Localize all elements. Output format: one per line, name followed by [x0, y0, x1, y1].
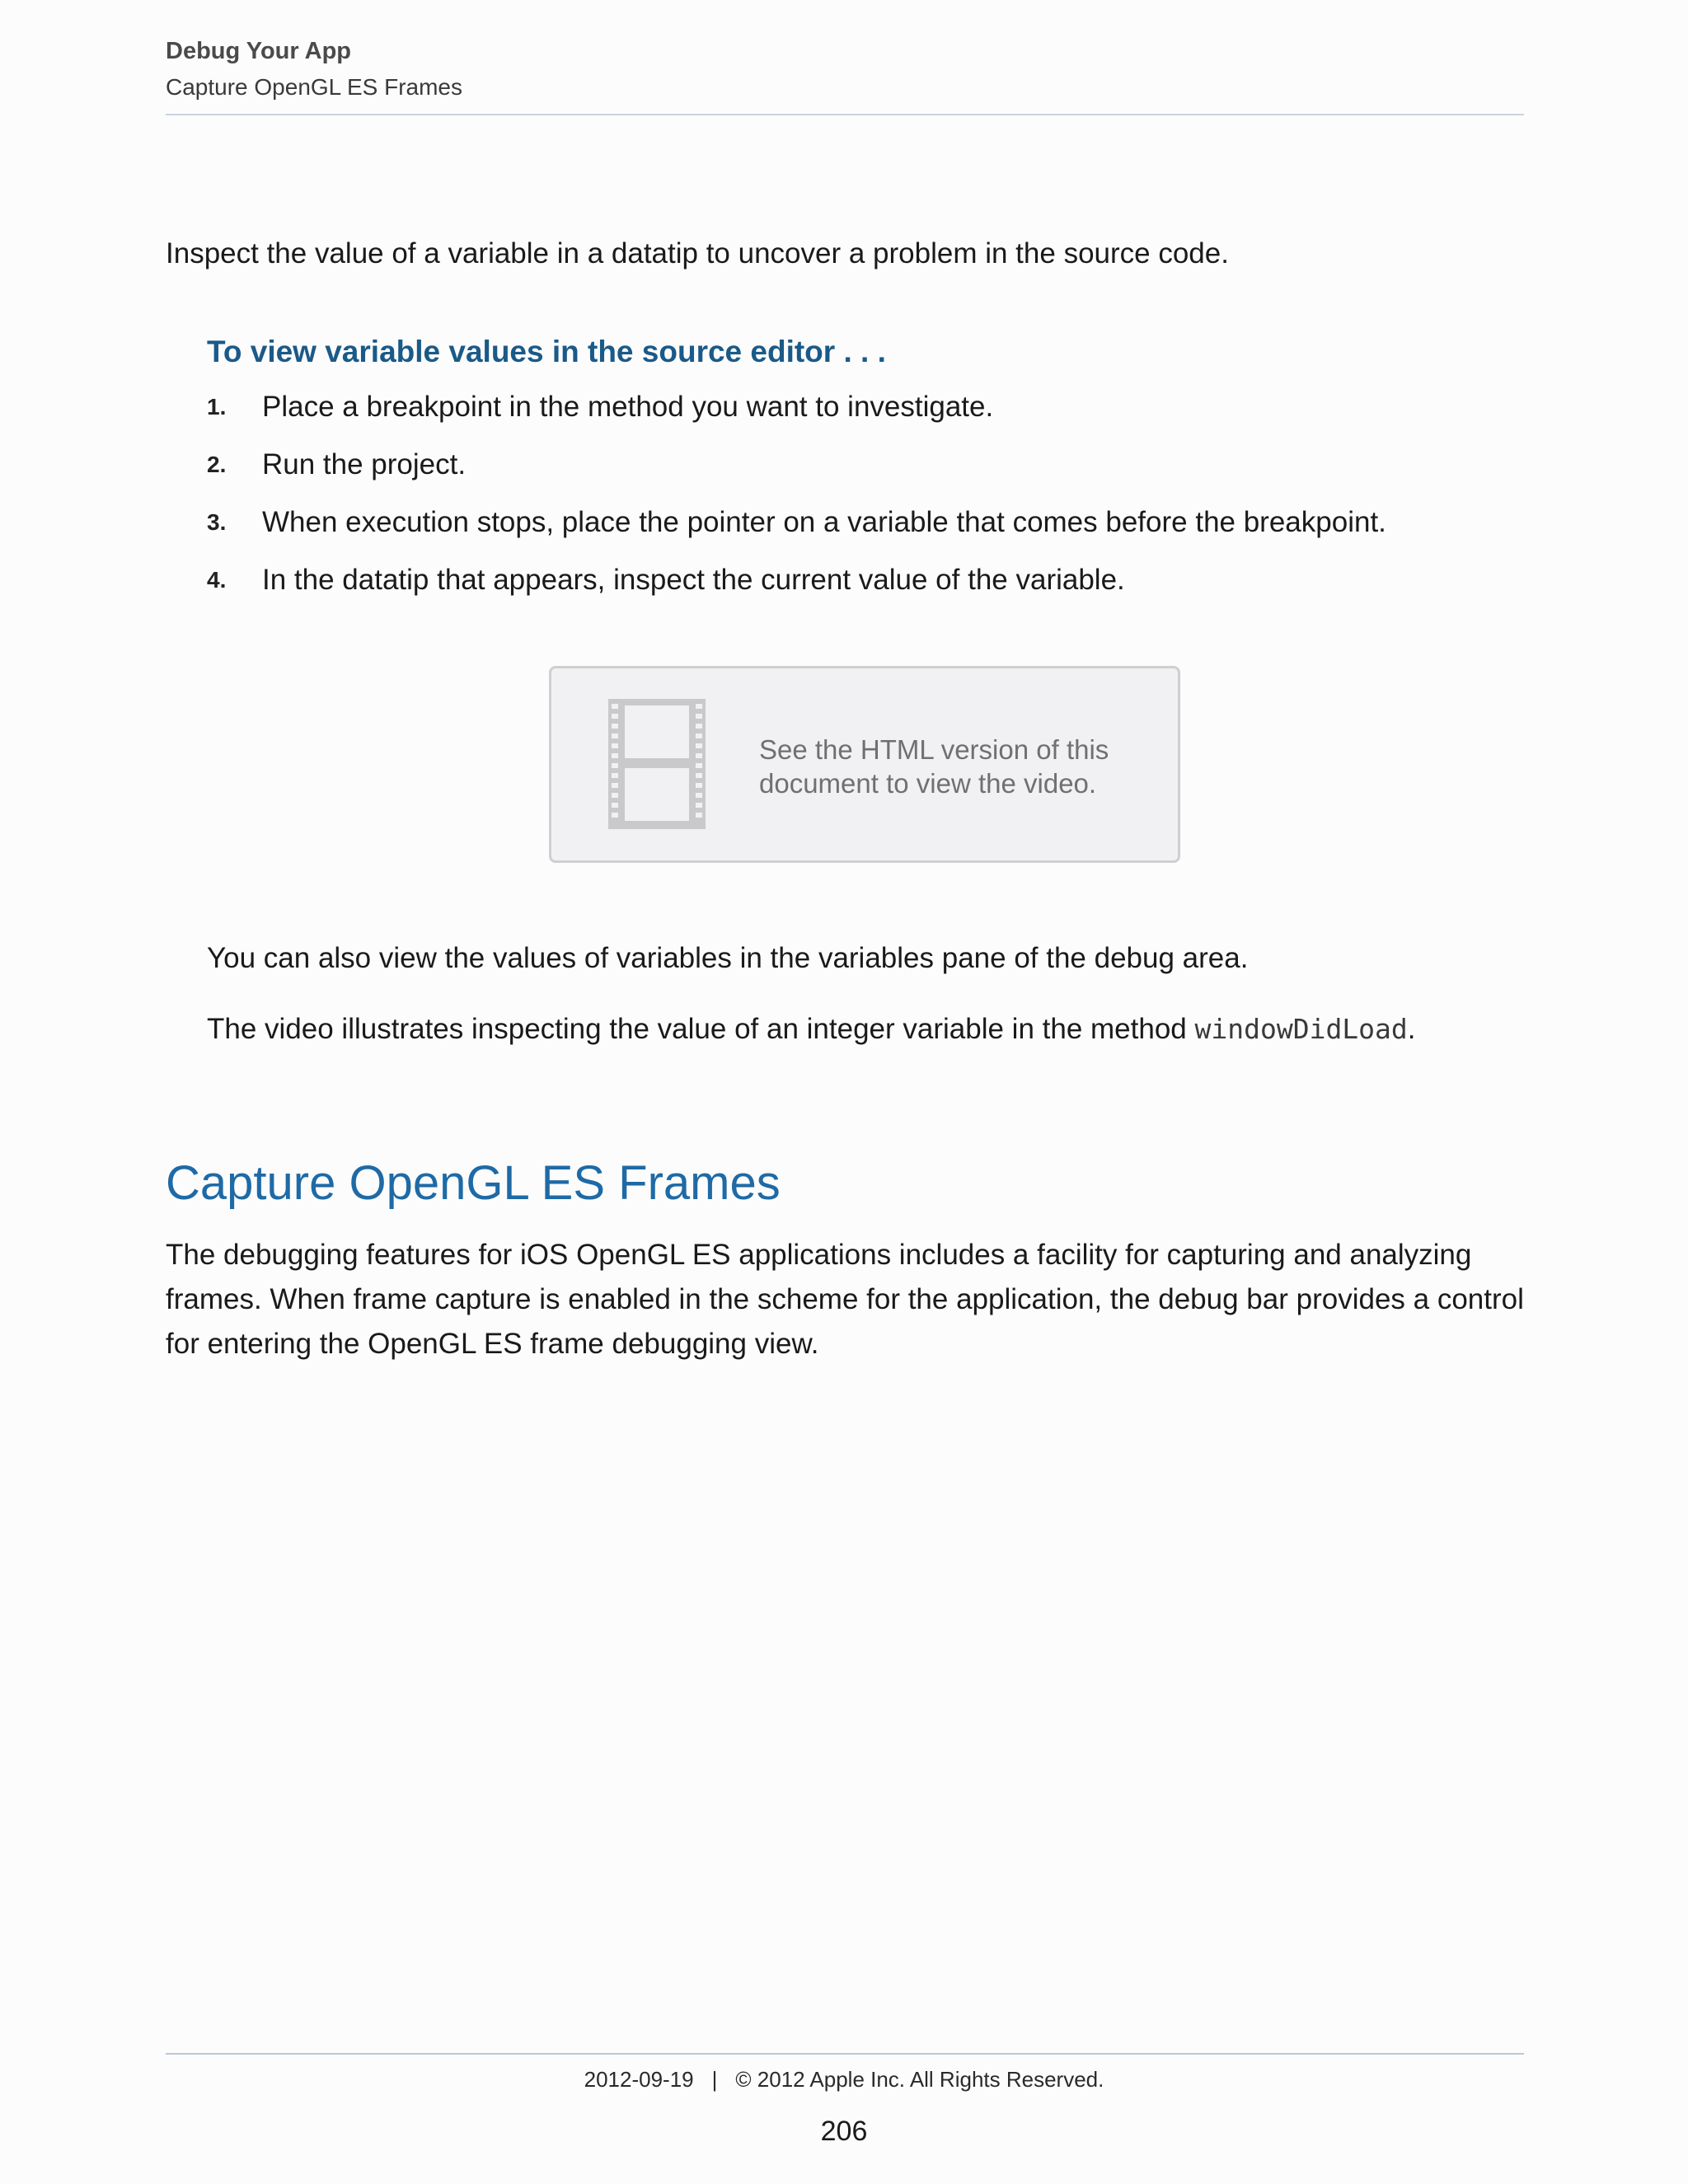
step-number: 4. [207, 567, 227, 593]
step-number: 3. [207, 509, 227, 535]
step-text: Place a breakpoint in the method you want to investigate. [262, 391, 994, 423]
video-placeholder-line: See the HTML version of this [759, 734, 1109, 765]
task-title: To view variable values in the source editor . . . [207, 335, 886, 368]
video-placeholder-message [759, 733, 1155, 800]
variables-pane-note: You can also view the values of variables in the variables pane of the debug area. [207, 942, 1249, 974]
step-text: Run the project. [262, 448, 467, 480]
section-paragraph: The debugging features for iOS OpenGL ES applications includes a facility for capturing and analyzing frames. When frame capture is enabled in the scheme for the application, the debug bar provides a control for entering the OpenGL ES frame debugging view. [166, 1239, 1524, 1360]
running-header-chapter: Debug Your App [166, 38, 352, 64]
footer-date: 2012-09-19 [584, 2067, 694, 2092]
video-description-text: The video illustrates inspecting the value of an integer variable in the method [207, 1013, 1195, 1045]
footer-copyright: © 2012 Apple Inc. All Rights Reserved. [735, 2067, 1104, 2092]
video-placeholder [549, 666, 1180, 863]
footer-info [0, 2067, 1688, 2093]
code-method-name: windowDidLoad [1194, 1013, 1408, 1045]
footer-separator: | [711, 2067, 718, 2092]
video-description-end: . [1407, 1013, 1416, 1045]
step-text: In the datatip that appears, inspect the current value of the variable. [262, 564, 1125, 596]
footer-divider [166, 2053, 1524, 2055]
film-strip-icon [608, 699, 706, 829]
video-placeholder-line: document to view the video. [759, 768, 1097, 799]
step-number: 1. [207, 394, 227, 419]
step-number: 2. [207, 452, 227, 477]
step-text: When execution stops, place the pointer on a variable that comes before the breakpoint. [262, 506, 1386, 538]
video-description [207, 1010, 1416, 1049]
section-heading: Capture OpenGL ES Frames [166, 1156, 781, 1210]
intro-paragraph: Inspect the value of a variable in a datatip to uncover a problem in the source code. [166, 237, 1229, 269]
page-number: 206 [820, 2116, 868, 2147]
header-divider [166, 114, 1524, 115]
running-header-section: Capture OpenGL ES Frames [166, 74, 463, 100]
